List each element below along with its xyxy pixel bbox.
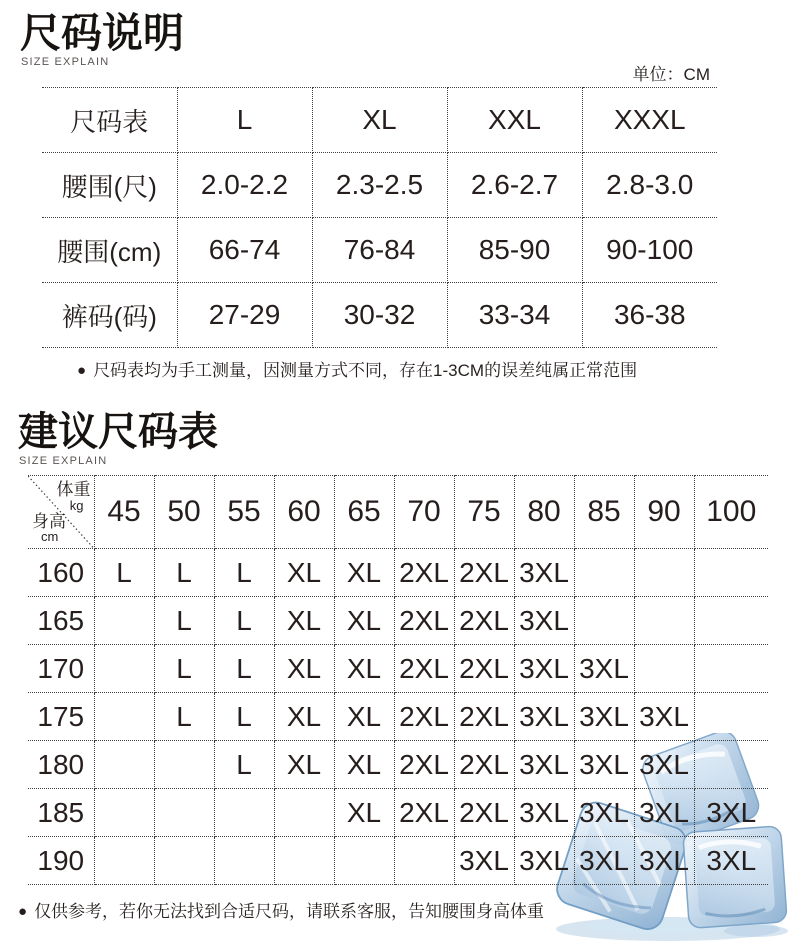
size-cell	[94, 693, 154, 741]
size-cell: 3XL	[574, 645, 634, 693]
size-cell	[694, 597, 768, 645]
size-cell: 3XL	[454, 837, 514, 885]
note-text: 仅供参考，若你无法找到合适尺码，请联系客服，告知腰围身高体重	[34, 902, 545, 921]
section1-title: 尺码说明	[20, 10, 184, 56]
size-cell: XL	[274, 549, 334, 597]
size-cell: 3XL	[514, 597, 574, 645]
weight-header-cell: 50	[154, 476, 214, 549]
weight-header-cell: 100	[694, 476, 768, 549]
table-row	[42, 283, 717, 348]
size-cell: XL	[334, 741, 394, 789]
table-cell: 90-100	[582, 218, 717, 283]
size-cell	[154, 741, 214, 789]
weight-header-cell: 75	[454, 476, 514, 549]
size-cell: 2XL	[394, 789, 454, 837]
size-cell: 3XL	[634, 741, 694, 789]
suggest-table-header-row	[28, 476, 768, 549]
size-cell: 3XL	[514, 549, 574, 597]
weight-header-cell: 65	[334, 476, 394, 549]
size-cell: 2XL	[394, 693, 454, 741]
weight-axis-label	[57, 481, 91, 512]
row-label: 腰围(尺)	[42, 153, 177, 218]
height-row-label: 185	[28, 789, 94, 837]
measurement-note	[77, 356, 637, 381]
suggested-size-table	[28, 475, 768, 885]
weight-header-cell: 90	[634, 476, 694, 549]
height-row-label: 170	[28, 645, 94, 693]
row-label: 腰围(cm)	[42, 218, 177, 283]
size-cell: XL	[334, 693, 394, 741]
size-col-header: XXXL	[582, 88, 717, 153]
size-cell: 2XL	[394, 597, 454, 645]
size-cell	[214, 789, 274, 837]
size-cell: L	[214, 645, 274, 693]
size-cell: L	[154, 597, 214, 645]
weight-label: 体重	[56, 480, 91, 499]
unit-label: 单位：CM	[632, 65, 710, 84]
size-cell	[334, 837, 394, 885]
height-label: 身高	[32, 511, 66, 531]
corner-cell	[28, 476, 94, 549]
size-col-header: XL	[312, 88, 447, 153]
size-cell	[94, 741, 154, 789]
size-cell: 2XL	[454, 597, 514, 645]
size-cell: 2XL	[394, 549, 454, 597]
size-cell: 2XL	[394, 645, 454, 693]
size-cell	[694, 741, 768, 789]
size-cell: XL	[274, 597, 334, 645]
suggest-table-row	[28, 597, 768, 645]
size-cell: L	[154, 693, 214, 741]
size-cell: L	[214, 741, 274, 789]
size-cell: L	[214, 597, 274, 645]
size-cell	[94, 789, 154, 837]
size-cell: 2XL	[394, 741, 454, 789]
height-axis-label	[32, 513, 66, 544]
size-cell: L	[154, 549, 214, 597]
size-cell	[574, 597, 634, 645]
size-cell: 2XL	[454, 549, 514, 597]
size-cell: 3XL	[514, 837, 574, 885]
size-cell: 3XL	[574, 693, 634, 741]
size-cell: 3XL	[574, 837, 634, 885]
size-cell: 2XL	[454, 789, 514, 837]
size-cell	[634, 549, 694, 597]
reference-note	[18, 897, 544, 922]
size-cell: 3XL	[634, 693, 694, 741]
table-cell: 66-74	[177, 218, 312, 283]
size-cell: 3XL	[514, 789, 574, 837]
table-cell: 2.8-3.0	[582, 153, 717, 218]
size-cell: XL	[334, 645, 394, 693]
size-cell: XL	[334, 789, 394, 837]
size-cell	[154, 789, 214, 837]
table-cell: 30-32	[312, 283, 447, 348]
size-cell	[694, 645, 768, 693]
size-cell: 3XL	[634, 837, 694, 885]
height-row-label: 165	[28, 597, 94, 645]
weight-header-cell: 70	[394, 476, 454, 549]
suggest-table-row	[28, 645, 768, 693]
size-cell	[274, 789, 334, 837]
table-cell: 2.6-2.7	[447, 153, 582, 218]
weight-header-cell: 55	[214, 476, 274, 549]
size-col-header: L	[177, 88, 312, 153]
size-cell: XL	[274, 645, 334, 693]
size-cell	[694, 693, 768, 741]
section2-subtitle: SIZE EXPLAIN	[19, 455, 108, 467]
table-cell: 36-38	[582, 283, 717, 348]
size-cell	[634, 597, 694, 645]
size-cell: 3XL	[574, 741, 634, 789]
size-cell: 3XL	[694, 837, 768, 885]
size-table-corner-label: 尺码表	[42, 88, 177, 153]
weight-header-cell: 60	[274, 476, 334, 549]
size-cell	[154, 837, 214, 885]
size-cell	[94, 837, 154, 885]
height-unit: cm	[41, 529, 59, 545]
size-cell: 3XL	[514, 693, 574, 741]
size-cell: XL	[334, 597, 394, 645]
note-text: 尺码表均为手工测量，因测量方式不同，存在1-3CM的误差纯属正常范围	[93, 361, 638, 380]
suggest-table-row	[28, 693, 768, 741]
size-cell: 3XL	[514, 645, 574, 693]
size-cell	[694, 549, 768, 597]
table-cell: 27-29	[177, 283, 312, 348]
size-cell	[94, 645, 154, 693]
size-cell: 3XL	[574, 789, 634, 837]
bullet-icon: ●	[77, 362, 87, 379]
size-cell: 3XL	[514, 741, 574, 789]
bullet-icon: ●	[18, 903, 28, 920]
weight-header-cell: 45	[94, 476, 154, 549]
table-cell: 2.0-2.2	[177, 153, 312, 218]
row-label: 裤码(码)	[42, 283, 177, 348]
section1-subtitle: SIZE EXPLAIN	[21, 56, 110, 68]
size-cell: L	[214, 549, 274, 597]
size-cell	[94, 597, 154, 645]
weight-header-cell: 80	[514, 476, 574, 549]
table-row	[42, 153, 717, 218]
size-col-header: XXL	[447, 88, 582, 153]
weight-header-cell: 85	[574, 476, 634, 549]
table-cell: 85-90	[447, 218, 582, 283]
size-cell: 2XL	[454, 741, 514, 789]
size-cell: 3XL	[694, 789, 768, 837]
size-cell: L	[214, 693, 274, 741]
height-row-label: 180	[28, 741, 94, 789]
size-cell	[394, 837, 454, 885]
suggest-table-row	[28, 837, 768, 885]
size-cell	[634, 645, 694, 693]
table-cell: 2.3-2.5	[312, 153, 447, 218]
weight-unit: kg	[69, 497, 84, 513]
suggest-table-row	[28, 549, 768, 597]
size-cell: 3XL	[634, 789, 694, 837]
table-row	[42, 218, 717, 283]
height-row-label: 160	[28, 549, 94, 597]
section2-title: 建议尺码表	[18, 410, 218, 454]
size-cell: 2XL	[454, 693, 514, 741]
suggest-table-row	[28, 789, 768, 837]
size-table-header-row	[42, 88, 717, 153]
size-cell	[574, 549, 634, 597]
suggest-table-row	[28, 741, 768, 789]
size-cell	[274, 837, 334, 885]
size-cell: XL	[274, 741, 334, 789]
size-spec-table	[42, 87, 717, 348]
size-cell: XL	[274, 693, 334, 741]
size-cell: L	[154, 645, 214, 693]
height-row-label: 190	[28, 837, 94, 885]
size-cell: XL	[334, 549, 394, 597]
size-cell: 2XL	[454, 645, 514, 693]
height-row-label: 175	[28, 693, 94, 741]
size-cell: L	[94, 549, 154, 597]
size-cell	[214, 837, 274, 885]
table-cell: 76-84	[312, 218, 447, 283]
table-cell: 33-34	[447, 283, 582, 348]
